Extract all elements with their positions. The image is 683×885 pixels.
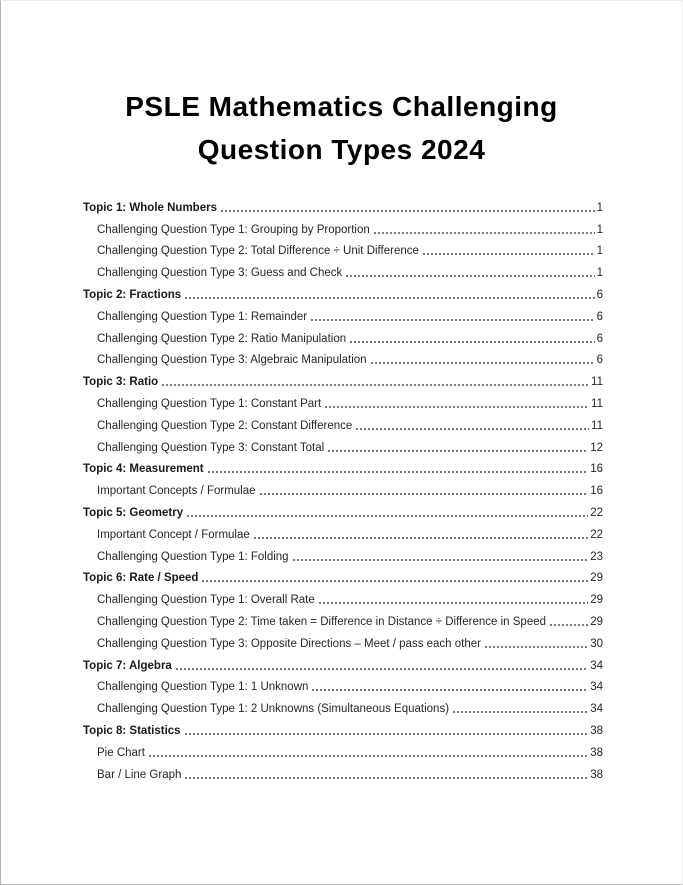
toc-entry-page-number: 34 xyxy=(590,681,603,694)
toc-entry-label: Topic 3: Ratio xyxy=(83,376,159,389)
toc-entry-page-number: 6 xyxy=(596,354,603,367)
toc-entry-label: Challenging Question Type 1: Folding xyxy=(97,550,289,563)
toc-entry-page-number: 34 xyxy=(590,703,603,716)
toc-entry-label: Challenging Question Type 2: Constant Difference xyxy=(97,419,353,432)
toc-sub-entry[interactable] xyxy=(83,677,603,699)
toc-entry-label: Challenging Question Type 3: Algebraic Manipulation xyxy=(97,354,367,367)
dot-leader xyxy=(148,749,588,757)
dot-leader xyxy=(175,662,588,670)
toc-sub-entry[interactable] xyxy=(83,262,603,284)
dot-leader xyxy=(373,226,595,234)
toc-entry-label: Challenging Question Type 3: Constant Total xyxy=(97,441,325,454)
toc-entry-label: Topic 5: Geometry xyxy=(83,507,184,520)
toc-sub-entry[interactable] xyxy=(83,241,603,263)
toc-entry-page-number: 11 xyxy=(591,376,603,389)
toc-entry-page-number: 29 xyxy=(590,594,603,607)
toc-entry-page-number: 29 xyxy=(590,572,603,585)
toc-entry-label: Topic 2: Fractions xyxy=(83,289,182,302)
dot-leader xyxy=(161,378,589,386)
dot-leader xyxy=(292,553,589,561)
toc-entry-label: Challenging Question Type 2: Ratio Manipulation xyxy=(97,332,347,345)
toc-entry-page-number: 22 xyxy=(590,507,603,520)
toc-entry-label: Challenging Question Type 2: Time taken = Difference in Distance ÷ Difference in Speed xyxy=(97,616,547,629)
toc-sub-entry[interactable] xyxy=(83,306,603,328)
toc-entry-page-number: 11 xyxy=(591,398,603,411)
toc-sub-entry[interactable] xyxy=(83,480,603,502)
dot-leader xyxy=(484,640,588,648)
dot-leader xyxy=(324,400,589,408)
toc-topic-entry[interactable] xyxy=(83,371,603,393)
dot-leader xyxy=(184,771,588,779)
toc-entry-page-number: 22 xyxy=(590,528,603,541)
toc-topic-entry[interactable] xyxy=(83,720,603,742)
toc-sub-entry[interactable] xyxy=(83,633,603,655)
toc-entry-page-number: 30 xyxy=(590,637,603,650)
toc-topic-entry[interactable] xyxy=(83,284,603,306)
dot-leader xyxy=(355,422,589,430)
toc-entry-label: Topic 6: Rate / Speed xyxy=(83,572,199,585)
toc-entry-label: Challenging Question Type 2: Total Difference ÷ Unit Difference xyxy=(97,245,419,258)
dot-leader xyxy=(310,313,594,321)
toc-entry-page-number: 38 xyxy=(590,746,603,759)
toc-entry-label: Important Concept / Formulae xyxy=(97,528,250,541)
dot-leader xyxy=(422,247,595,255)
dot-leader xyxy=(220,204,595,212)
document-title-line2: Question Types 2024 xyxy=(197,134,486,165)
toc-entry-page-number: 1 xyxy=(596,201,603,214)
dot-leader xyxy=(345,269,594,277)
toc-sub-entry[interactable] xyxy=(83,350,603,372)
dot-leader xyxy=(311,683,588,691)
dot-leader xyxy=(184,291,594,299)
dot-leader xyxy=(370,356,595,364)
toc-sub-entry[interactable] xyxy=(83,393,603,415)
toc-sub-entry[interactable] xyxy=(83,524,603,546)
dot-leader xyxy=(201,574,588,582)
dot-leader xyxy=(452,705,588,713)
dot-leader xyxy=(253,531,588,539)
toc-entry-page-number: 6 xyxy=(596,332,603,345)
toc-sub-entry[interactable] xyxy=(83,437,603,459)
dot-leader xyxy=(327,444,588,452)
toc-topic-entry[interactable] xyxy=(83,197,603,219)
toc-entry-page-number: 16 xyxy=(590,463,603,476)
toc-entry-label: Important Concepts / Formulae xyxy=(97,485,256,498)
toc-entry-label: Challenging Question Type 3: Opposite Directions – Meet / pass each other xyxy=(97,637,481,650)
toc-entry-label: Challenging Question Type 3: Guess and Check xyxy=(97,267,343,280)
toc-entry-page-number: 16 xyxy=(590,485,603,498)
document-title xyxy=(1,85,682,171)
toc-entry-label: Challenging Question Type 1: Grouping by Proportion xyxy=(97,223,370,236)
table-of-contents xyxy=(83,197,603,786)
toc-entry-page-number: 12 xyxy=(590,441,603,454)
toc-sub-entry[interactable] xyxy=(83,589,603,611)
toc-entry-page-number: 1 xyxy=(596,223,603,236)
dot-leader xyxy=(318,596,588,604)
toc-sub-entry[interactable] xyxy=(83,415,603,437)
dot-leader xyxy=(184,727,589,735)
toc-entry-page-number: 6 xyxy=(596,289,603,302)
toc-entry-page-number: 6 xyxy=(596,310,603,323)
toc-entry-page-number: 29 xyxy=(590,616,603,629)
toc-topic-entry[interactable] xyxy=(83,459,603,481)
toc-sub-entry[interactable] xyxy=(83,546,603,568)
dot-leader xyxy=(349,335,594,343)
toc-topic-entry[interactable] xyxy=(83,568,603,590)
toc-entry-page-number: 11 xyxy=(591,419,603,432)
dot-leader xyxy=(186,509,588,517)
toc-entry-label: Challenging Question Type 1: 2 Unknowns (Simultaneous Equations) xyxy=(97,703,450,716)
toc-entry-label: Pie Chart xyxy=(97,746,145,759)
toc-sub-entry[interactable] xyxy=(83,698,603,720)
toc-entry-label: Challenging Question Type 1: Constant Part xyxy=(97,398,322,411)
toc-sub-entry[interactable] xyxy=(83,742,603,764)
toc-sub-entry[interactable] xyxy=(83,764,603,786)
document-title-line1: PSLE Mathematics Challenging xyxy=(125,91,558,122)
toc-entry-label: Challenging Question Type 1: 1 Unknown xyxy=(97,681,309,694)
toc-sub-entry[interactable] xyxy=(83,611,603,633)
toc-entry-label: Challenging Question Type 1: Overall Rate xyxy=(97,594,315,607)
toc-sub-entry[interactable] xyxy=(83,328,603,350)
toc-sub-entry[interactable] xyxy=(83,219,603,241)
dot-leader xyxy=(549,618,588,626)
toc-entry-page-number: 1 xyxy=(596,245,603,258)
toc-entry-label: Challenging Question Type 1: Remainder xyxy=(97,310,308,323)
toc-topic-entry[interactable] xyxy=(83,655,603,677)
dot-leader xyxy=(259,487,589,495)
toc-entry-label: Bar / Line Graph xyxy=(97,768,182,781)
toc-topic-entry[interactable] xyxy=(83,502,603,524)
toc-entry-page-number: 34 xyxy=(590,659,603,672)
toc-entry-label: Topic 4: Measurement xyxy=(83,463,204,476)
toc-entry-label: Topic 1: Whole Numbers xyxy=(83,201,217,214)
dot-leader xyxy=(207,465,589,473)
toc-entry-page-number: 38 xyxy=(590,768,603,781)
toc-entry-page-number: 38 xyxy=(590,725,603,738)
toc-entry-label: Topic 8: Statistics xyxy=(83,725,181,738)
toc-entry-page-number: 1 xyxy=(596,267,603,280)
toc-entry-label: Topic 7: Algebra xyxy=(83,659,172,672)
toc-entry-page-number: 23 xyxy=(590,550,603,563)
